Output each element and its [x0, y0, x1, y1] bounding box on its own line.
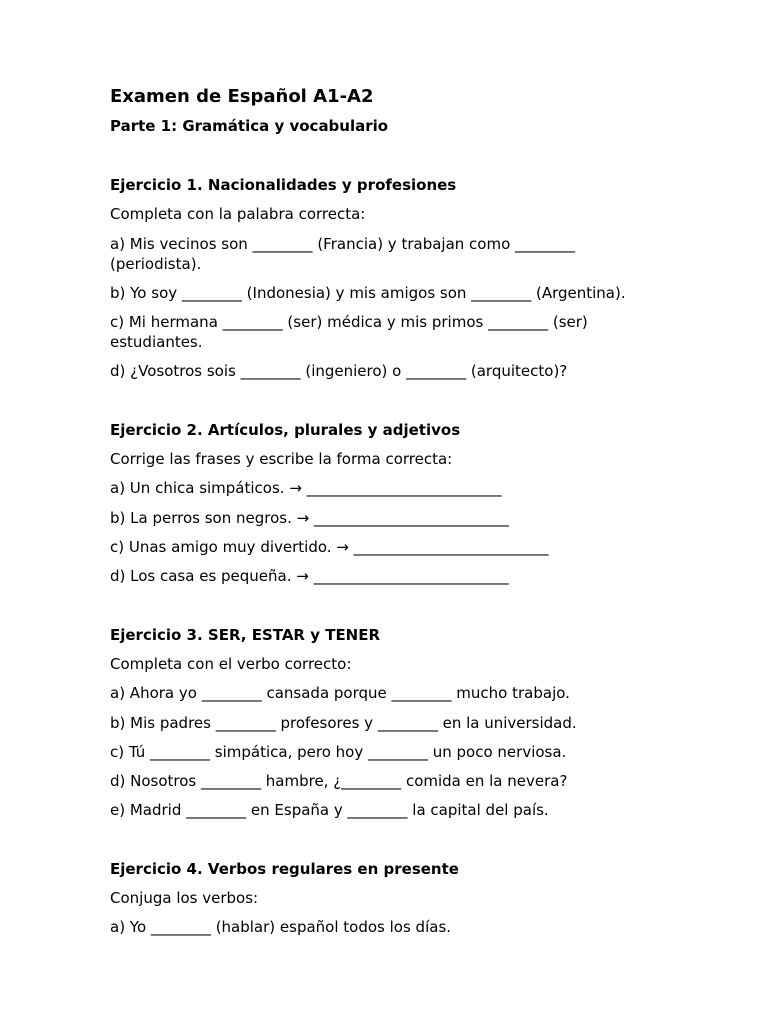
- exam-title: Examen de Español A1-A2: [110, 86, 374, 107]
- exercise-1-instruction: Completa con la palabra correcta:: [110, 205, 366, 223]
- exercise-3-item-e: e) Madrid ________ en España y ________ la capital del país.: [110, 801, 549, 819]
- exercise-2-item-c: c) Unas amigo muy divertido. → __________________________: [110, 538, 549, 556]
- exercise-4-instruction: Conjuga los verbos:: [110, 889, 259, 907]
- exercise-4-item-a: a) Yo ________ (hablar) español todos los días.: [110, 918, 452, 936]
- exercise-3-heading: Ejercicio 3. SER, ESTAR y TENER: [110, 626, 381, 644]
- exercise-1-item-d: d) ¿Vosotros sois ________ (ingeniero) o ________ (arquitecto)?: [110, 362, 568, 380]
- exercise-2-heading: Ejercicio 2. Artículos, plurales y adjetivos: [110, 421, 461, 439]
- exercise-1-heading: Ejercicio 1. Nacionalidades y profesiones: [110, 176, 457, 194]
- exercise-1-item-a: a) Mis vecinos son ________ (Francia) y trabajan como ________ (periodista).: [110, 235, 576, 273]
- exercise-3-item-d: d) Nosotros ________ hambre, ¿________ comida en la nevera?: [110, 772, 568, 790]
- exercise-2-item-b: b) La perros son negros. → __________________________: [110, 509, 509, 527]
- exercise-4-heading: Ejercicio 4. Verbos regulares en presente: [110, 860, 459, 878]
- exercise-2-item-d: d) Los casa es pequeña. → __________________________: [110, 567, 509, 585]
- exercise-1-item-b: b) Yo soy ________ (Indonesia) y mis amigos son ________ (Argentina).: [110, 284, 626, 302]
- exercise-3-item-a: a) Ahora yo ________ cansada porque ________ mucho trabajo.: [110, 684, 570, 702]
- exercise-2-item-a: a) Un chica simpáticos. → __________________________: [110, 479, 502, 497]
- exercise-3-item-b: b) Mis padres ________ profesores y ________ en la universidad.: [110, 714, 577, 732]
- exercise-3-instruction: Completa con el verbo correcto:: [110, 655, 352, 673]
- exercise-2-instruction: Corrige las frases y escribe la forma correcta:: [110, 450, 453, 468]
- exercise-1-item-c: c) Mi hermana ________ (ser) médica y mis primos ________ (ser) estudiantes.: [110, 313, 588, 351]
- exercise-3-item-c: c) Tú ________ simpática, pero hoy ________ un poco nerviosa.: [110, 743, 567, 761]
- part-heading: Parte 1: Gramática y vocabulario: [110, 117, 389, 135]
